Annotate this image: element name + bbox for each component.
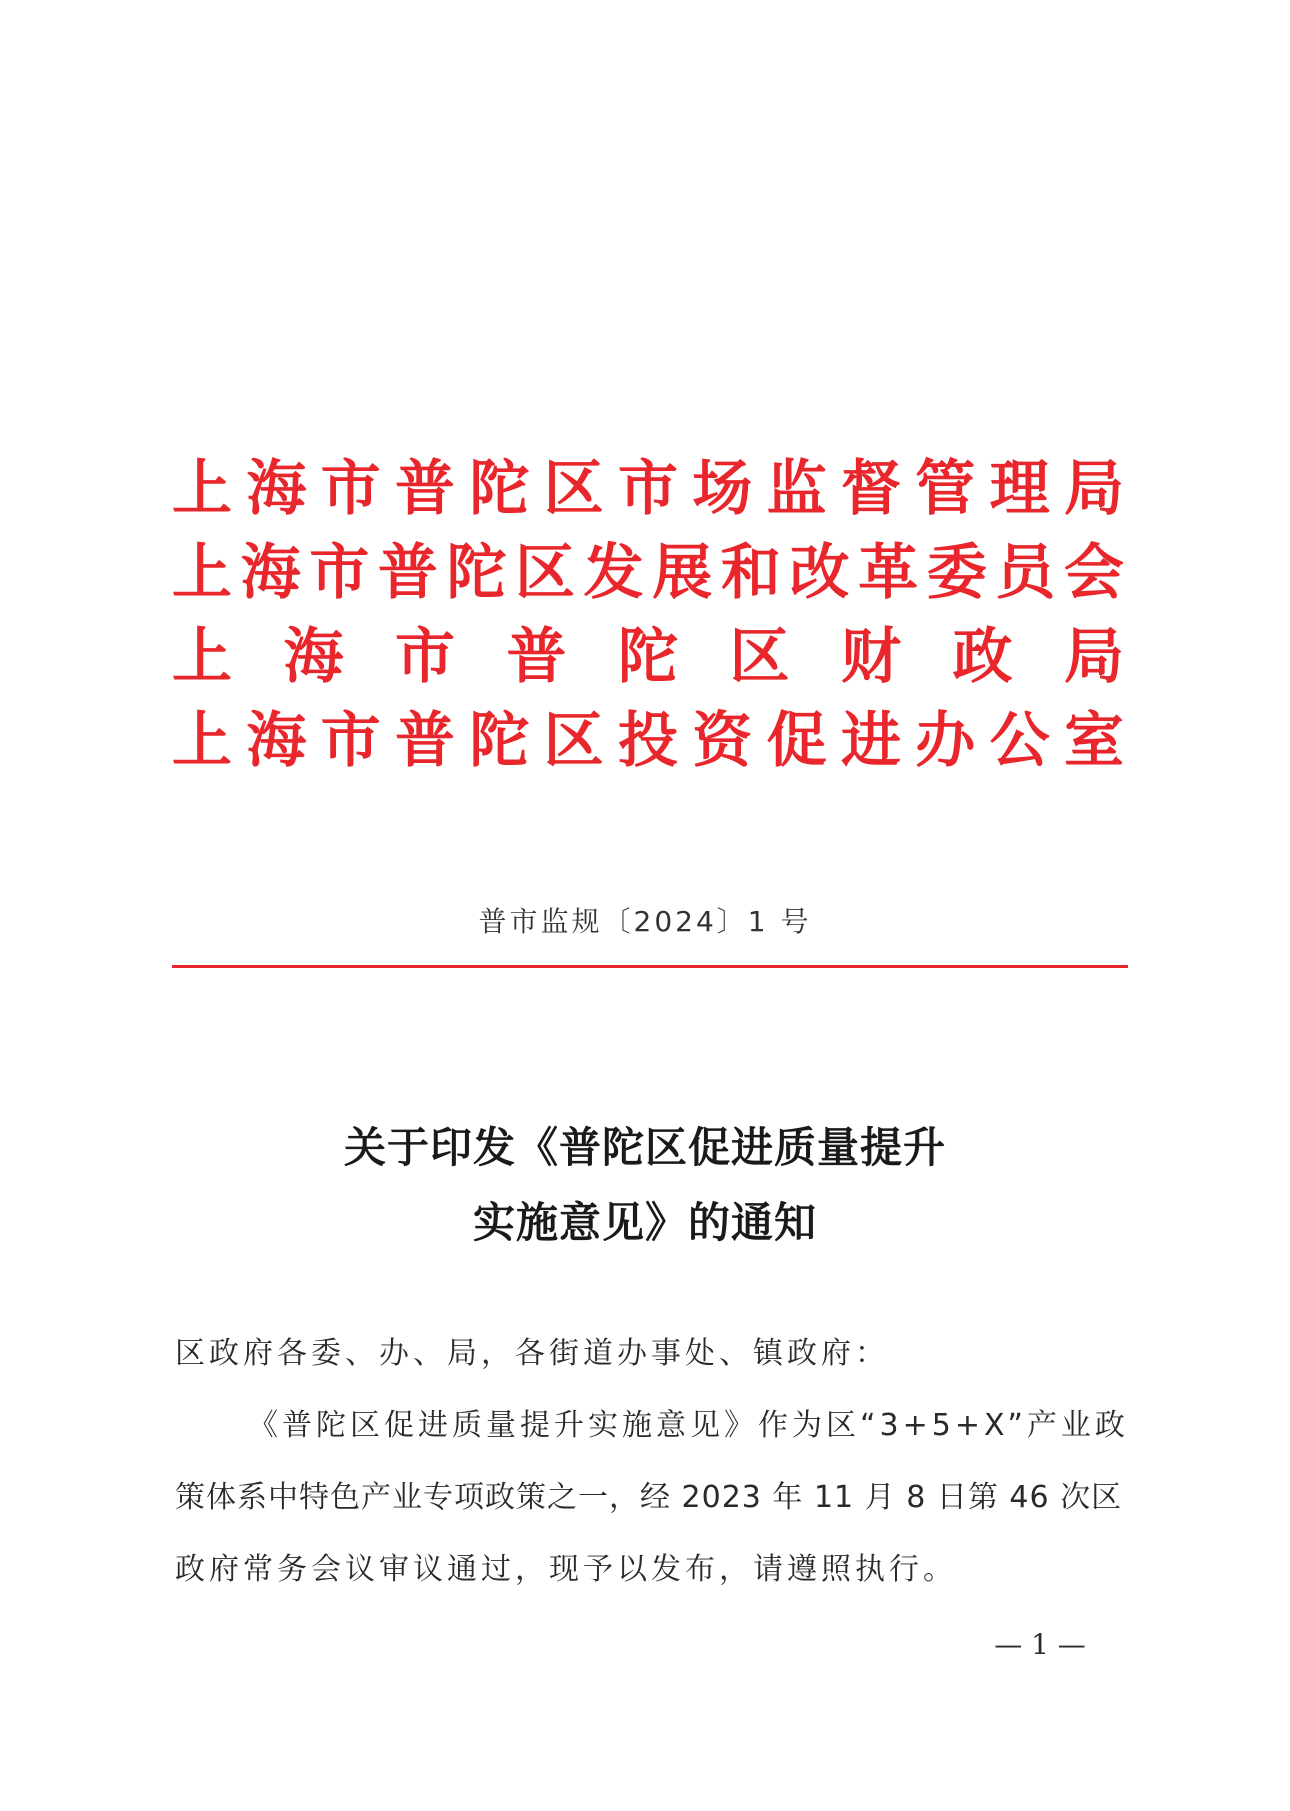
issuer-line-finance-bureau xyxy=(172,620,1124,694)
issuer-char: 室 xyxy=(1063,706,1124,776)
issuer-char: 理 xyxy=(989,454,1050,524)
issuer-char: 促 xyxy=(766,706,827,776)
issuer-char: 监 xyxy=(766,454,827,524)
issuer-char: 陀 xyxy=(469,454,530,524)
issuer-char: 委 xyxy=(926,538,987,608)
issuer-char: 普 xyxy=(506,622,567,692)
body-paragraph-line-3: 政府常务会议审议通过，现予以发布，请遵照执行。 xyxy=(175,1552,957,1587)
issuer-char: 区 xyxy=(543,706,604,776)
issuer-char: 海 xyxy=(246,454,307,524)
document-number: 普市监规〔2024〕1 号 xyxy=(478,905,812,938)
issuer-char: 办 xyxy=(915,706,976,776)
body-paragraph-line-2: 策体系中特色产业专项政策之一，经 2023 年 11 月 8 日第 46 次区 xyxy=(175,1480,1123,1515)
issuer-char: 普 xyxy=(394,706,455,776)
issuer-char: 陀 xyxy=(469,706,530,776)
issuer-char: 市 xyxy=(320,706,381,776)
issuer-char: 市 xyxy=(309,538,370,608)
issuer-char: 上 xyxy=(172,538,232,608)
issuer-char: 进 xyxy=(840,706,901,776)
issuer-char: 海 xyxy=(246,706,307,776)
issuer-line-market-supervision xyxy=(172,452,1124,526)
issuer-char: 海 xyxy=(240,538,301,608)
issuer-char: 市 xyxy=(320,454,381,524)
issuer-char: 陀 xyxy=(618,622,678,692)
issuer-char: 海 xyxy=(283,622,344,692)
issuer-char: 财 xyxy=(841,622,901,692)
issuer-char: 资 xyxy=(692,706,753,776)
issuer-line-development-reform xyxy=(172,536,1124,610)
issuer-char: 区 xyxy=(543,454,604,524)
document-title-line-2: 实施意见》的通知 xyxy=(472,1198,817,1247)
issuer-char: 陀 xyxy=(446,538,507,608)
red-divider-rule xyxy=(172,965,1128,968)
issuer-line-investment-promotion xyxy=(172,704,1124,778)
salutation: 区政府各委、办、局，各街道办事处、镇政府： xyxy=(175,1336,889,1371)
issuer-char: 公 xyxy=(989,706,1050,776)
issuer-char: 普 xyxy=(394,454,455,524)
body-paragraph-line-1: 《普陀区促进质量提升实施意见》作为区“3+5+X”产业政 xyxy=(248,1408,1129,1443)
issuer-char: 市 xyxy=(395,622,455,692)
document-title-line-1: 关于印发《普陀区促进质量提升 xyxy=(343,1123,946,1172)
issuer-char: 上 xyxy=(172,454,232,524)
issuer-char: 政 xyxy=(952,622,1013,692)
issuer-char: 局 xyxy=(1063,454,1124,524)
issuer-char: 市 xyxy=(617,454,678,524)
issuer-char: 改 xyxy=(789,538,850,608)
issuer-char: 员 xyxy=(995,538,1056,608)
issuer-char: 上 xyxy=(172,706,232,776)
issuer-char: 发 xyxy=(583,538,644,608)
issuer-char: 会 xyxy=(1063,538,1124,608)
issuer-char: 投 xyxy=(617,706,678,776)
issuer-char: 区 xyxy=(729,622,790,692)
page-number: — 1 — xyxy=(994,1628,1086,1661)
issuer-char: 区 xyxy=(515,538,576,608)
issuer-char: 普 xyxy=(377,538,438,608)
issuer-char: 上 xyxy=(172,622,232,692)
issuer-char: 场 xyxy=(692,454,753,524)
issuer-char: 局 xyxy=(1064,622,1124,692)
issuer-char: 督 xyxy=(840,454,901,524)
issuer-char: 和 xyxy=(720,538,781,608)
issuer-char: 革 xyxy=(858,538,919,608)
issuer-char: 管 xyxy=(915,454,976,524)
issuer-char: 展 xyxy=(652,538,713,608)
